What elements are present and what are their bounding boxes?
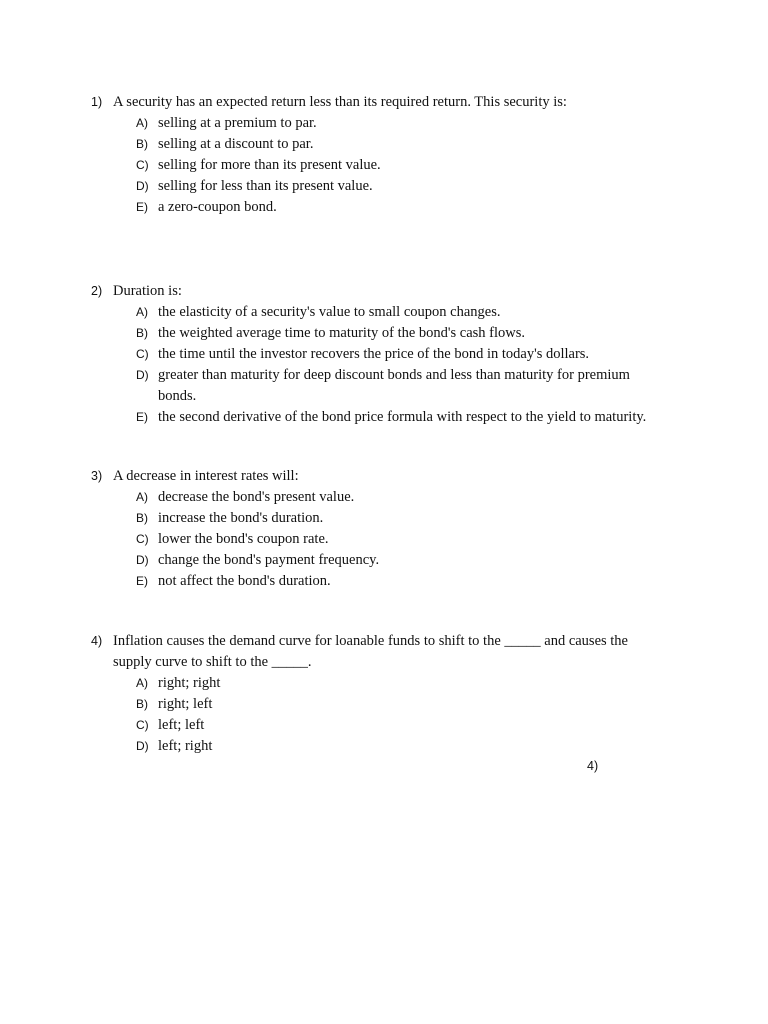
option-letter: A): [136, 305, 148, 319]
option-text: right; left: [158, 696, 213, 712]
option-b: [0, 508, 768, 529]
option-letter: C): [136, 158, 149, 172]
option-text: the elasticity of a security's value to small coupon changes.: [158, 304, 501, 320]
option-letter: B): [136, 511, 148, 525]
option-letter: E): [136, 200, 148, 214]
option-c: [0, 344, 768, 365]
question-number: 2): [91, 284, 103, 298]
question-number: 3): [91, 469, 103, 483]
option-a: [0, 302, 768, 323]
option-text: selling for less than its present value.: [158, 178, 373, 194]
option-letter: D): [136, 179, 149, 193]
option-letter: A): [136, 490, 148, 504]
option-text: left; right: [158, 738, 213, 754]
option-a: [0, 113, 768, 134]
option-text: decrease the bond's present value.: [158, 489, 355, 505]
question-stem: [0, 631, 768, 673]
option-text: the time until the investor recovers the price of the bond in today's dollars.: [158, 346, 590, 362]
option-text: increase the bond's duration.: [158, 510, 324, 526]
option-letter: C): [136, 347, 149, 361]
question-2: [0, 281, 768, 428]
option-list: [0, 302, 768, 428]
question-4: [0, 631, 768, 757]
option-b: [0, 694, 768, 715]
question-stem: [0, 92, 768, 113]
option-letter: C): [136, 718, 149, 732]
question-number: 1): [91, 95, 103, 109]
question-text: A decrease in interest rates will:: [113, 468, 299, 484]
option-text: selling for more than its present value.: [158, 157, 381, 173]
option-text: selling at a discount to par.: [158, 136, 314, 152]
option-b: [0, 323, 768, 344]
option-letter: B): [136, 326, 148, 340]
question-stem: [0, 466, 768, 487]
option-text: left; left: [158, 717, 205, 733]
option-letter: D): [136, 739, 149, 753]
option-letter: B): [136, 137, 148, 151]
option-letter: D): [136, 553, 149, 567]
option-d: [0, 736, 768, 757]
option-c: [0, 529, 768, 550]
question-text: Duration is:: [113, 283, 182, 299]
option-text: selling at a premium to par.: [158, 115, 317, 131]
question-3: [0, 466, 768, 592]
option-d: [0, 176, 768, 197]
option-letter: D): [136, 368, 149, 382]
option-text: greater than maturity for deep discount bonds and less than maturity for premium bonds.: [158, 367, 630, 404]
option-c: [0, 155, 768, 176]
option-letter: A): [136, 676, 148, 690]
option-text: right; right: [158, 675, 221, 691]
option-text: not affect the bond's duration.: [158, 573, 331, 589]
option-d: [0, 550, 768, 571]
option-letter: C): [136, 532, 149, 546]
option-letter: E): [136, 410, 148, 424]
option-text: the second derivative of the bond price formula with respect to the yield to maturity.: [158, 409, 647, 425]
option-text: lower the bond's coupon rate.: [158, 531, 329, 547]
question-number: 4): [91, 634, 103, 648]
option-list: [0, 487, 768, 592]
option-text: the weighted average time to maturity of the bond's cash flows.: [158, 325, 526, 341]
option-a: [0, 673, 768, 694]
option-c: [0, 715, 768, 736]
question-text: Inflation causes the demand curve for loanable funds to shift to the _____ and causes the supply curve to shift to the _____.: [113, 633, 628, 670]
question-1: [0, 92, 768, 218]
option-e: [0, 407, 768, 428]
option-b: [0, 134, 768, 155]
option-list: [0, 113, 768, 218]
option-a: [0, 487, 768, 508]
option-letter: E): [136, 574, 148, 588]
answer-marker: 4): [587, 759, 599, 773]
option-text: change the bond's payment frequency.: [158, 552, 380, 568]
question-text: A security has an expected return less than its required return. This security is:: [113, 94, 567, 110]
option-d: [0, 365, 768, 407]
option-e: [0, 571, 768, 592]
option-letter: A): [136, 116, 148, 130]
option-text: a zero-coupon bond.: [158, 199, 277, 215]
question-stem: [0, 281, 768, 302]
option-e: [0, 197, 768, 218]
option-list: [0, 673, 768, 757]
option-letter: B): [136, 697, 148, 711]
